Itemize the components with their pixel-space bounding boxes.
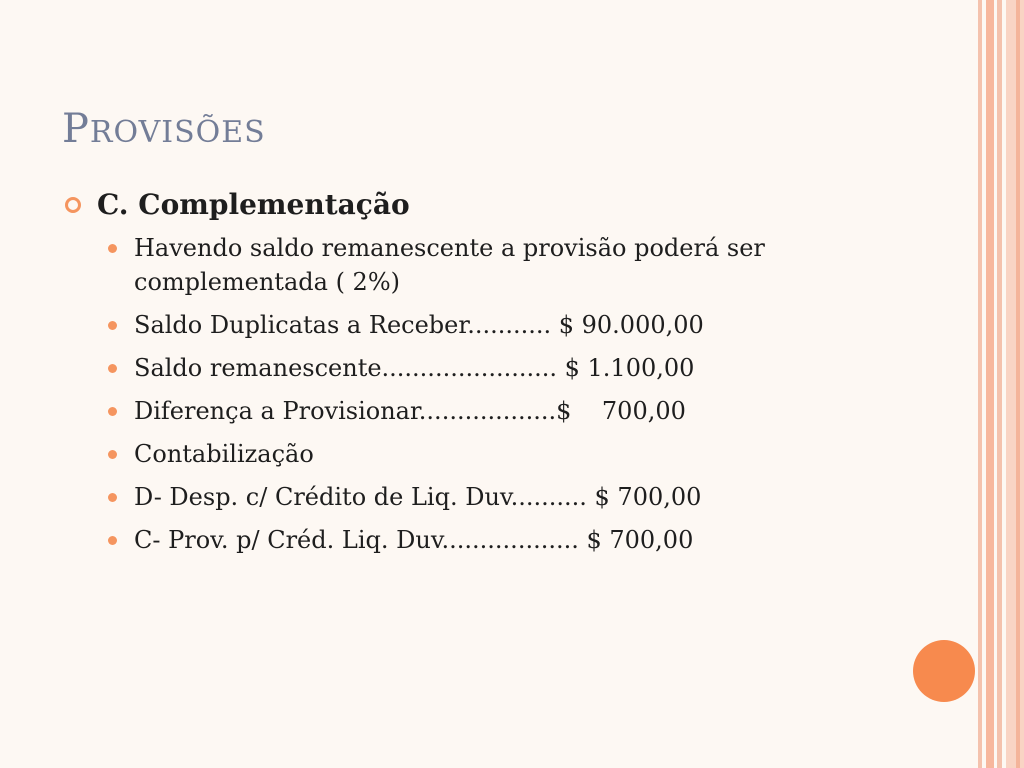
list-item-text: Contabilização <box>134 440 314 468</box>
dot-bullet-icon <box>108 321 117 330</box>
dot-bullet-icon <box>108 407 117 416</box>
list-item <box>106 308 874 342</box>
heading-bullet-row <box>62 188 962 221</box>
decorative-circle <box>913 640 975 702</box>
section-heading: C. Complementação <box>97 188 410 221</box>
list-item-text: C- Prov. p/ Créd. Liq. Duv.................. $ 700,00 <box>134 526 694 554</box>
list-item <box>106 480 874 514</box>
slide-title-rest: ROVISÕES <box>89 115 266 150</box>
list-item-text: Saldo remanescente....................... $ 1.100,00 <box>134 354 695 382</box>
slide-title-initial: P <box>62 106 90 152</box>
list-item <box>106 523 874 557</box>
list-item <box>106 231 874 299</box>
slide-title <box>62 106 266 152</box>
bullet-list <box>62 231 962 557</box>
list-item-text: Saldo Duplicatas a Receber........... $ 90.000,00 <box>134 311 704 339</box>
ring-bullet-icon <box>65 197 81 213</box>
list-item-text: D- Desp. c/ Crédito de Liq. Duv.......... $ 700,00 <box>134 483 702 511</box>
decorative-stripe <box>1016 0 1020 768</box>
decorative-stripe <box>978 0 982 768</box>
list-item <box>106 437 874 471</box>
dot-bullet-icon <box>108 244 117 253</box>
list-item <box>106 351 874 385</box>
decorative-stripe <box>986 0 994 768</box>
list-item-text: Havendo saldo remanescente a provisão poderá ser complementada ( 2%) <box>134 234 773 296</box>
decorative-stripe <box>1006 0 1024 768</box>
dot-bullet-icon <box>108 493 117 502</box>
slide-content <box>62 188 962 566</box>
dot-bullet-icon <box>108 450 117 459</box>
decorative-stripe <box>997 0 1002 768</box>
list-item <box>106 394 874 428</box>
list-item-text: Diferença a Provisionar..................$ 700,00 <box>134 397 686 425</box>
dot-bullet-icon <box>108 536 117 545</box>
dot-bullet-icon <box>108 364 117 373</box>
